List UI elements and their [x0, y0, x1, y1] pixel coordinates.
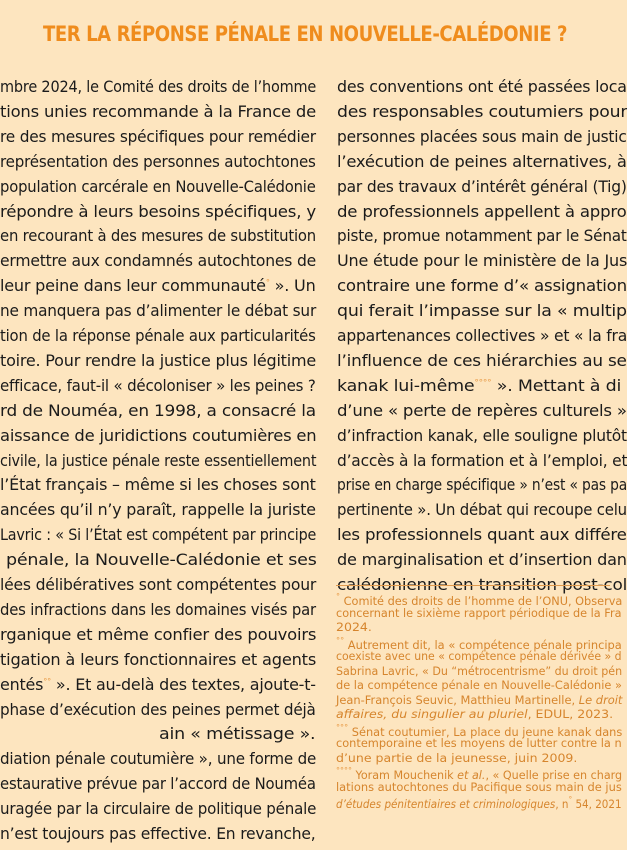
article-line: l’exécution de peines alternatives, à	[337, 152, 627, 171]
article-line: d’accès à la formation et à l’emploi, et	[337, 451, 627, 470]
article-line: estaurative prévue par l’accord de Nouméa	[0, 775, 316, 794]
footnote-line: contemporaine et les moyens de lutter contre la n	[336, 737, 622, 750]
article-line: prise en charge spécifique » n’est « pas pa	[337, 476, 627, 495]
article-line: ancées qu’il n’y paraît, rappelle la juriste	[0, 501, 316, 520]
footnote-line: coexiste avec une « compétence pénale dérivée » d	[336, 650, 622, 663]
article-line: calédonienne en transition post-col	[337, 576, 627, 594]
article-line: phase d’exécution des peines permet déjà	[0, 700, 316, 719]
article-line: de professionnels appellent à appro	[337, 202, 627, 221]
footnote-divider	[336, 585, 610, 586]
footnote-line: 2024.	[336, 621, 372, 634]
article-line: tion de la réponse pénale aux particularités	[0, 327, 316, 345]
article-line: tions unies recommande à la France de	[0, 102, 317, 121]
article-line: les professionnels quant aux différe	[337, 526, 627, 545]
article-line: pertinente ». Un débat qui recoupe celu	[337, 501, 627, 520]
article-line: d’infraction kanak, elle souligne plutôt	[337, 426, 627, 445]
article-line: de marginalisation et d’insertion dan	[337, 551, 627, 570]
footnote-line: ° Comité des droits de l’homme de l’ONU, Observa	[336, 592, 623, 608]
article-line: contraire une forme d’« assignation	[337, 277, 627, 296]
article-line: ermettre aux condamnés autochtones de	[0, 252, 317, 271]
article-line: des infractions dans les domaines visés par	[0, 600, 316, 619]
article-line: kanak lui-même°°°° ». Mettant à di	[337, 376, 622, 395]
article-line: efficace, faut-il « décoloniser » les peines ?	[0, 376, 316, 395]
article-line: ne manquera pas d’alimenter le débat sur	[0, 302, 317, 321]
article-line: population carcérale en Nouvelle-Calédonie	[0, 177, 316, 196]
footnote-line: affaires, du singulier au pluriel, EDUL, 2023.	[336, 708, 614, 721]
article-line: toire. Pour rendre la justice plus légitime	[0, 351, 317, 370]
article-line: l’État français – même si les choses sont	[0, 476, 316, 495]
article-line: en recourant à des mesures de substitution	[0, 227, 317, 246]
article-line: répondre à leurs besoins spécifiques, y	[0, 202, 316, 221]
footnote-line: concernant le sixième rapport périodique de la Fra	[336, 606, 622, 620]
article-line: aissance de juridictions coutumières en	[0, 426, 317, 445]
footnote-line: d’études pénitentiaires et criminologiques, n° 54, 2021	[336, 795, 622, 811]
article-line: Une étude pour le ministère de la Jus	[337, 252, 627, 271]
article-line: tigation à leurs fonctionnaires et agents	[0, 650, 317, 669]
footnote-line: lations autochtones du Pacifique sous main de jus	[336, 780, 622, 794]
article-line: par des travaux d’intérêt général (Tig)	[337, 177, 627, 196]
footnote-line: de la compétence pénale en Nouvelle-Calédonie »	[336, 679, 622, 692]
article-line: entés°° ». Et au-delà des textes, ajoute-t-	[0, 675, 316, 694]
article-line: leur peine dans leur communauté° ». Un	[0, 277, 316, 296]
article-line: uragée par la circulaire de politique pénale	[0, 800, 317, 819]
article-line: re des mesures spécifiques pour remédier	[0, 127, 316, 146]
article-line: mbre 2024, le Comité des droits de l’homme	[0, 78, 317, 96]
article-line: n’est toujours pas effective. En revanche,	[0, 825, 316, 843]
article-line: Lavric : « Si l’État est compétent par principe	[0, 526, 317, 545]
article-line: représentation des personnes autochtones	[0, 152, 316, 171]
article-line: pénale, la Nouvelle-Calédonie et ses	[5, 551, 317, 570]
article-line: piste, promue notamment par le Sénat	[337, 227, 627, 246]
footnote-line: °°° Sénat coutumier, La place du jeune kanak dans	[336, 722, 623, 739]
footnote-line: °° Autrement dit, la « compétence pénale principa	[336, 635, 622, 652]
article-line: diation pénale coutumière », une forme de	[0, 750, 317, 769]
article-line: l’influence de ces hiérarchies au se	[337, 351, 627, 370]
article-line: des responsables coutumiers pour	[337, 102, 627, 121]
article-line: rganique et même confier des pouvoirs	[0, 625, 317, 644]
footnote-line: Jean-François Seuvic, Matthieu Martinelle, Le droit	[336, 693, 623, 707]
article-line: d’une « perte de repères culturels »	[337, 401, 627, 420]
article-line: qui ferait l’impasse sur la « multip	[337, 302, 627, 321]
footnote-line: °°°° Yoram Mouchenik et al., « Quelle prise en charg	[336, 766, 623, 782]
article-line: personnes placées sous main de justic	[337, 127, 627, 146]
article-line: ain « métissage ».	[159, 725, 316, 744]
article-line: des conventions ont été passées loca	[337, 78, 627, 96]
article-line: lées délibératives sont compétentes pour	[0, 576, 317, 594]
page-title: TER LA RÉPONSE PÉNALE EN NOUVELLE-CALÉDONIE ?	[42, 22, 568, 46]
article-line: civile, la justice pénale reste essentiellement	[0, 451, 317, 470]
footnote-line: Sabrina Lavric, « Du “métrocentrisme” du droit pén	[336, 664, 623, 678]
article-line: rd de Nouméa, en 1998, a consacré la	[0, 401, 316, 420]
footnote-line: d’une partie de la jeunesse, juin 2009.	[336, 751, 578, 765]
article-line: appartenances collectives » et « la fra	[337, 327, 627, 345]
